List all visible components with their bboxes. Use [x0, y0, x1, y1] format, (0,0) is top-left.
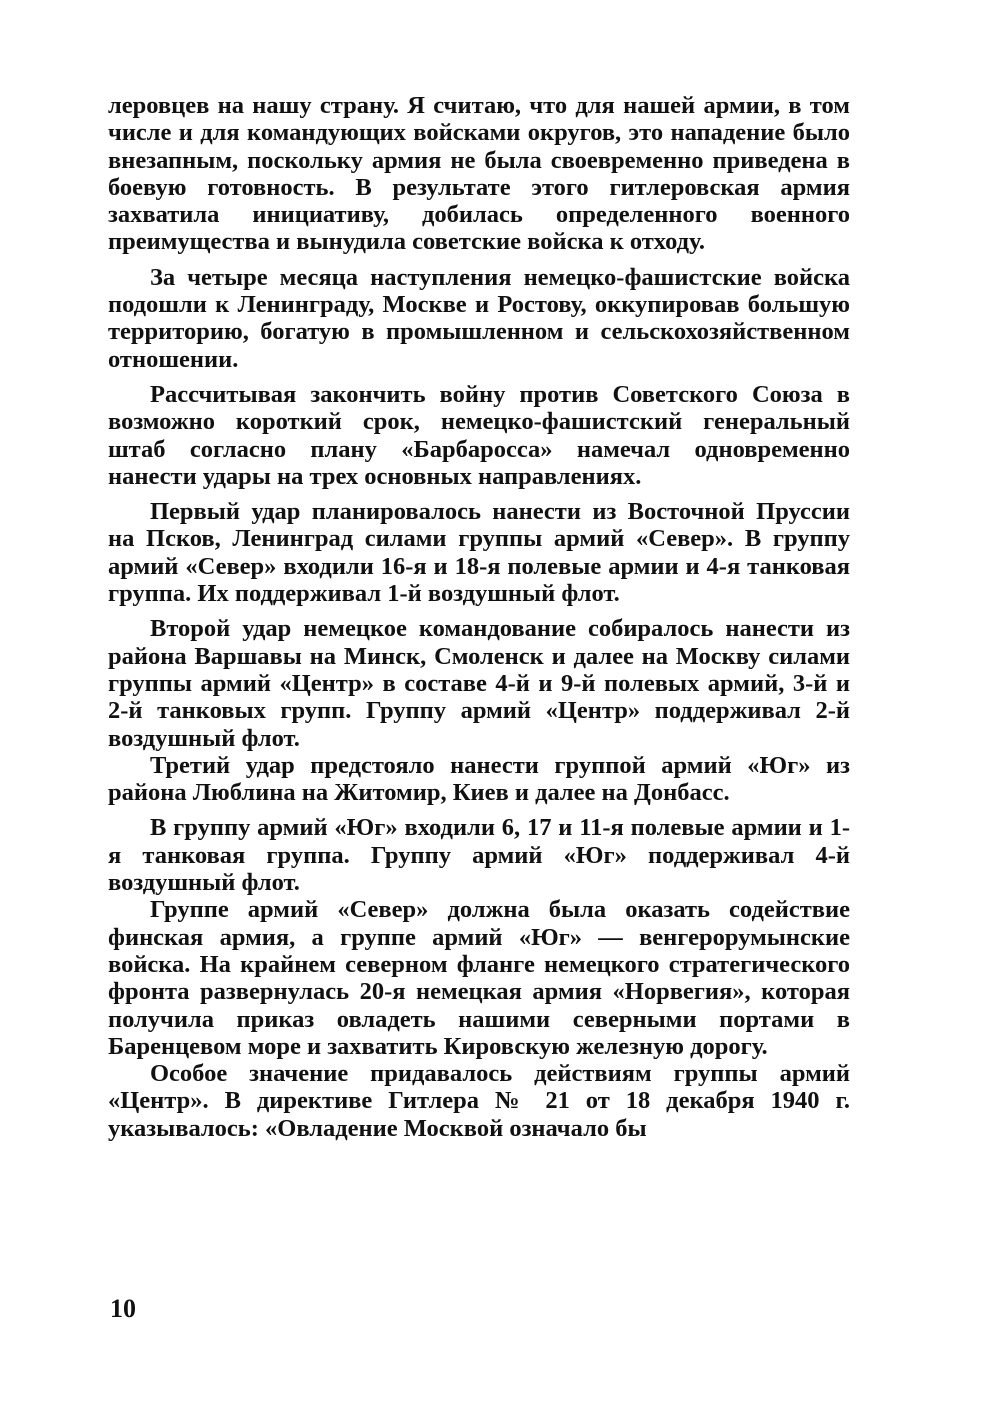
paragraph-2: За четыре месяца наступления немецко-фашистские войска подошли к Ленинграду, Москве и Ростову, оккупировав большую территорию, богатую в промышленном и сельскохозяйственном отношении.: [108, 263, 850, 373]
paragraph-1: леровцев на нашу страну. Я считаю, что для нашей армии, в том числе и для командующих войсками округов, это нападение было внезапным, поскольку армия не была своевременно приведена в боевую готовность. В результате этого гитлеровская армия захватила инициативу, добилась определенного военного преимущества и вынудила советские войска к отходу.: [108, 92, 850, 256]
paragraph-5: Второй удар немецкое командование собиралось нанести из района Варшавы на Минск, Смоленск и далее на Москву силами группы армий «Центр» в составе 4-й и 9-й полевых армий, 3-й и 2-й танковых групп. Группу армий «Центр» поддерживал 2-й воздушный флот.: [108, 615, 850, 752]
paragraph-8: Группе армий «Север» должна была оказать содействие финская армия, а группе армий «Юг» — венгерорумынские войска. На крайнем северном фланге немецкого стратегического фронта развернулась 20-я немецкая армия «Норвегия», которая получила приказ овладеть нашими северными портами в Баренцевом море и захватить Кировскую железную дорогу.: [108, 896, 850, 1060]
page-number: 10: [110, 1294, 136, 1323]
page-body: [108, 92, 850, 1142]
paragraph-7: В группу армий «Юг» входили 6, 17 и 11-я полевые армии и 1-я танковая группа. Группу армий «Юг» поддерживал 4-й воздушный флот.: [108, 814, 850, 897]
paragraph-4: Первый удар планировалось нанести из Восточной Пруссии на Псков, Ленинград силами группы армий «Север». В группу армий «Север» входили 16-я и 18-я полевые армии и 4-я танковая группа. Их поддерживал 1-й воздушный флот.: [108, 498, 850, 608]
paragraph-6: Третий удар предстояло нанести группой армий «Юг» из района Люблина на Житомир, Киев и далее на Донбасс.: [108, 751, 850, 807]
paragraph-9: Особое значение придавалось действиям группы армий «Центр». В директиве Гитлера № 21 от 18 декабря 1940 г. указывалось: «Овладение Москвой означало бы: [108, 1060, 850, 1142]
paragraph-3: Рассчитывая закончить войну против Советского Союза в возможно короткий срок, немецко-фашистский генеральный штаб согласно плану «Барбаросса» намечал одновременно нанести удары на трех основных направлениях.: [108, 380, 850, 490]
